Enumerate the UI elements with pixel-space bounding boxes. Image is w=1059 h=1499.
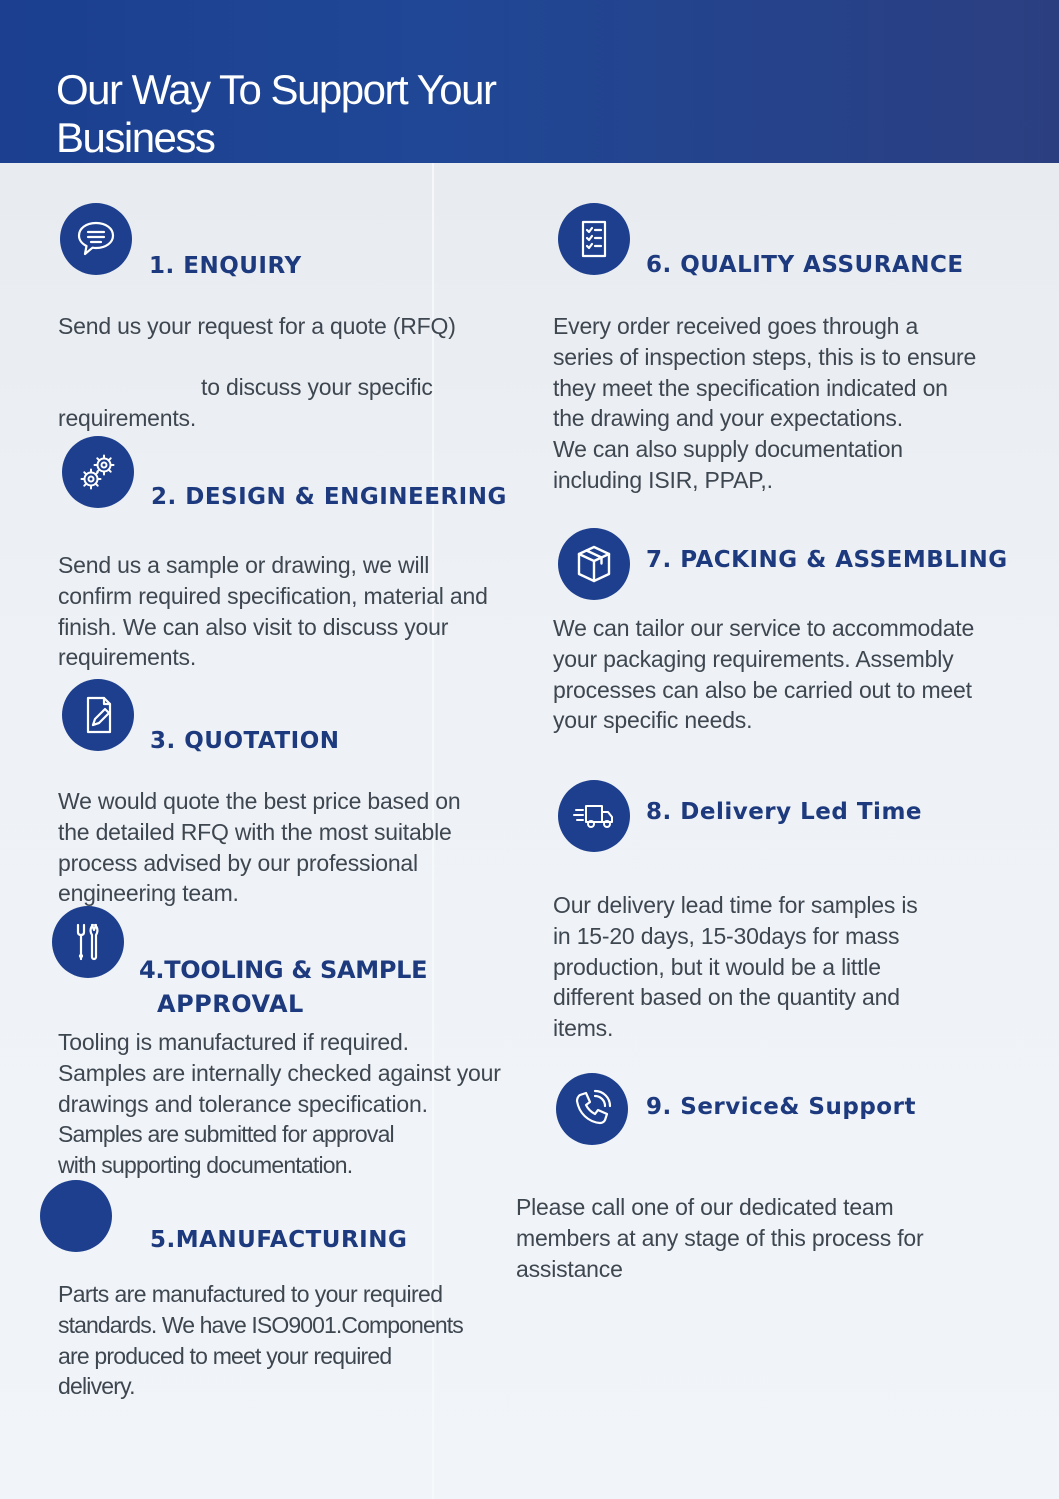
step-5-heading: 5.MANUFACTURING (150, 1227, 408, 1253)
step-5-line-4: delivery. (58, 1373, 135, 1400)
box-icon (558, 528, 630, 600)
step-2-line-4: requirements. (58, 644, 197, 671)
step-8-text (553, 890, 918, 1044)
step-4-text (58, 1027, 501, 1181)
step-9-text (516, 1192, 923, 1284)
step-6-text (553, 311, 976, 496)
step-3-line-3: process advised by our professional (58, 849, 418, 876)
step-6-heading: 6. QUALITY ASSURANCE (646, 252, 964, 278)
step-6-line-3: they meet the specification indicated on (553, 374, 948, 401)
step-5-line-2: standards. We have ISO9001.Components (58, 1311, 463, 1338)
step-8-line-3: production, but it would be a little (553, 953, 881, 980)
delivery-truck-icon (558, 780, 630, 852)
step-3-line-2: the detailed RFQ with the most suitable (58, 818, 452, 845)
step-7-heading: 7. PACKING & ASSEMBLING (646, 547, 1008, 573)
step-5-text (58, 1279, 463, 1402)
step-9-line-1: Please call one of our dedicated team (516, 1194, 894, 1220)
step-4-heading-line-2: APPROVAL (157, 990, 304, 1018)
step-3-line-1: We would quote the best price based on (58, 788, 461, 814)
step-2-line-2: confirm required specification, material and (58, 582, 488, 609)
step-1-heading: 1. ENQUIRY (149, 253, 302, 279)
step-4-line-2: Samples are internally checked against your (58, 1059, 501, 1086)
step-2-line-3: finish. We can also visit to discuss your (58, 613, 449, 640)
step-2-line-1: Send us a sample or drawing, we will (58, 552, 430, 578)
step-4-heading-line-1: 4.TOOLING & SAMPLE (139, 956, 428, 984)
step-8-heading: 8. Delivery Led Time (646, 799, 923, 825)
tools-icon (52, 906, 124, 978)
step-4-line-1: Tooling is manufactured if required. (58, 1029, 409, 1055)
step-1-text (58, 311, 456, 433)
step-2-heading: 2. DESIGN & ENGINEERING (151, 484, 507, 510)
blank-circle-icon (40, 1180, 112, 1252)
step-4-line-4: Samples are submitted for approval (58, 1121, 394, 1148)
header-banner (0, 0, 1059, 163)
step-3-text (58, 786, 460, 909)
step-6-line-1: Every order received goes through a (553, 313, 919, 339)
checklist-icon (558, 203, 630, 275)
step-6-line-5: We can also supply documentation (553, 436, 903, 463)
page-title-line-2: Business (56, 114, 215, 161)
step-6-line-4: the drawing and your expectations. (553, 405, 903, 432)
step-6-line-6: including ISIR, PPAP,. (553, 466, 773, 493)
step-1-line-1: Send us your request for a quote (RFQ) (58, 313, 456, 339)
step-3-heading: 3. QUOTATION (150, 728, 340, 754)
page-title-line-1: Our Way To Support Your (56, 66, 496, 113)
step-8-line-1: Our delivery lead time for samples is (553, 892, 918, 918)
phone-icon (556, 1073, 628, 1145)
step-8-line-4: different based on the quantity and (553, 984, 900, 1011)
step-1-line-3: requirements. (58, 404, 197, 431)
step-4-line-3: drawings and tolerance specification. (58, 1090, 428, 1117)
gears-icon (62, 436, 134, 508)
step-4-heading (139, 956, 427, 1018)
step-7-line-3: processes can also be carried out to meet (553, 676, 972, 703)
step-9-line-2: members at any stage of this process for (516, 1224, 924, 1251)
document-pen-icon (62, 679, 134, 751)
step-1-line-2: to discuss your specific (201, 373, 433, 400)
step-7-line-2: your packaging requirements. Assembly (553, 645, 954, 672)
step-7-line-4: your specific needs. (553, 707, 753, 734)
step-2-text (58, 550, 488, 673)
step-5-line-1: Parts are manufactured to your required (58, 1281, 443, 1307)
step-8-line-5: items. (553, 1015, 614, 1042)
step-6-line-2: series of inspection steps, this is to ensure (553, 343, 977, 370)
step-7-text (553, 613, 974, 736)
page-title (56, 66, 495, 162)
step-9-heading: 9. Service& Support (646, 1094, 916, 1120)
speech-bubble-icon (60, 203, 132, 275)
step-4-line-5: with supporting documentation. (58, 1152, 353, 1179)
step-9-line-3: assistance (516, 1255, 623, 1282)
step-5-line-3: are produced to meet your required (58, 1342, 392, 1369)
step-3-line-4: engineering team. (58, 880, 239, 907)
step-7-line-1: We can tailor our service to accommodate (553, 615, 975, 641)
step-8-line-2: in 15-20 days, 15-30days for mass (553, 922, 900, 949)
